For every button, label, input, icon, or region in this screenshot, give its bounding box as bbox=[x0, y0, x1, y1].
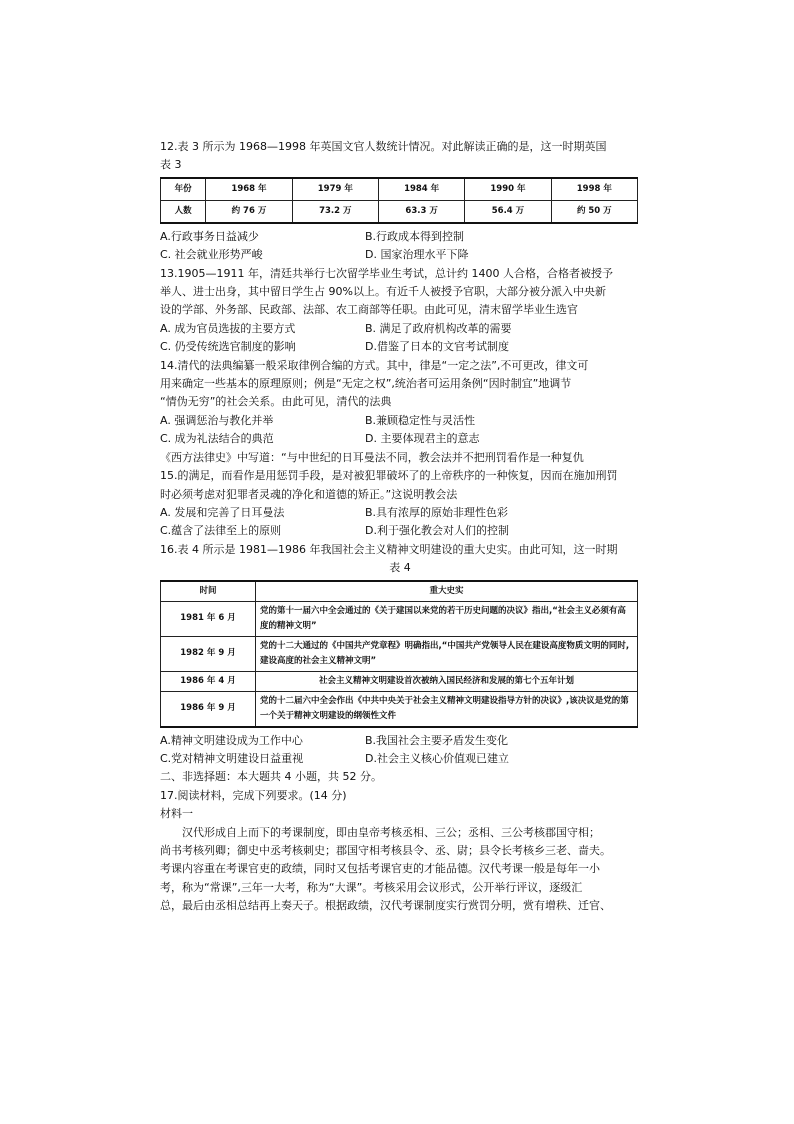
q15-number: 15. bbox=[160, 469, 178, 483]
q14-line: 14.清代的法典编纂一般采取律例合编的方式。其中，律是“一定之法”,不可更改，律文可 bbox=[160, 358, 589, 372]
q12-stem: 12.表 3 所示为 1968—1998 年英国文官人数统计情况。对此解读正确的是，这一时期英国 bbox=[160, 140, 607, 153]
q16-stem: 16.表 4 所示是 1981—1986 年我国社会主义精神文明建设的重大史实。由此可知，这一时期 bbox=[160, 542, 618, 556]
table-row bbox=[161, 671, 638, 691]
table-cell: 73.2 万 bbox=[292, 200, 378, 223]
q12-options-row-2 bbox=[160, 246, 640, 264]
q13-line: 13.1905—1911 年，清廷共举行七次留学毕业生考试，总计约 1400 人合格，合格者被授予 bbox=[160, 266, 613, 280]
table-cell: 1990 年 bbox=[465, 178, 551, 201]
table-cell: 1984 年 bbox=[378, 178, 464, 201]
table-cell: 1968 年 bbox=[206, 178, 292, 201]
q15-option-a[interactable]: A. 发展和完善了日耳曼法 bbox=[160, 505, 285, 519]
q12-options-row-1 bbox=[160, 228, 640, 246]
table-cell: 人数 bbox=[161, 200, 206, 223]
q15-option-d[interactable]: D.利于强化教会对人们的控制 bbox=[365, 524, 509, 538]
table-cell: 社会主义精神文明建设首次被纳入国民经济和发展的第七个五年计划 bbox=[256, 671, 638, 691]
q17-line: 考课内容重在考课官吏的政绩，同时又包括考课官吏的才能品德。汉代考课一般是每年一小 bbox=[160, 862, 600, 876]
q17-line: 考，称为“常课”,三年一大考，称为“大课”。考核采用会议形式，公开举行评议，逐级汇 bbox=[160, 880, 583, 894]
table-row bbox=[161, 601, 638, 636]
table-cell: 时间 bbox=[161, 581, 256, 602]
q15-options-row-1 bbox=[160, 504, 640, 522]
q13-option-d[interactable]: D.借鉴了日本的文官考试制度 bbox=[365, 340, 509, 354]
table-cell: 党的十二届六中全会作出《中共中央关于社会主义精神文明建设指导方针的决议》,该决议是党的第一个关于精神文明建设的纲领性文件 bbox=[256, 691, 638, 727]
q14-options-row-1 bbox=[160, 412, 640, 430]
q12-option-c[interactable]: C. 社会就业形势严峻 bbox=[160, 248, 263, 262]
q16-options-row-2 bbox=[160, 750, 640, 768]
q17-line: 尚书考核列卿；御史中丞考核刺史；郡国守相考核县令、丞、尉；县令长考核乡三老、啬夫。 bbox=[160, 843, 611, 857]
q13-line: 设的学部、外务部、民政部、法部、农工商部等任职。由此可见，清末留学毕业生选官 bbox=[160, 303, 578, 317]
q15-line: 15.的满足，而看作是用惩罚手段，是对被犯罪破坏了的上帝秩序的一种恢复，因而在施加刑罚 bbox=[160, 469, 618, 483]
q16-table-label: 表 4 bbox=[389, 561, 411, 575]
table-row bbox=[161, 691, 638, 727]
q14-option-b[interactable]: B.兼顾稳定性与灵活性 bbox=[365, 413, 476, 427]
q13-option-b[interactable]: B. 满足了政府机构改革的需要 bbox=[365, 321, 512, 335]
table-3 bbox=[160, 177, 638, 224]
table-cell: 重大史实 bbox=[256, 581, 638, 602]
q16-option-d[interactable]: D.社会主义核心价值观已建立 bbox=[365, 751, 509, 765]
q17-line: 汉代形成自上而下的考课制度，即由皇帝考核丞相、三公；丞相、三公考核郡国守相； bbox=[182, 825, 600, 839]
table-cell: 1979 年 bbox=[292, 178, 378, 201]
table-row bbox=[161, 200, 638, 223]
table-cell: 1998 年 bbox=[551, 178, 637, 201]
q14-line: “情伪无穷”的社会关系。由此可见，清代的法典 bbox=[160, 395, 392, 409]
q16-option-a[interactable]: A.精神文明建设成为工作中心 bbox=[160, 733, 303, 747]
q12-option-d[interactable]: D. 国家治理水平下降 bbox=[365, 248, 469, 262]
table-4 bbox=[160, 580, 638, 728]
q14-option-a[interactable]: A. 强调惩治与教化并举 bbox=[160, 413, 274, 427]
q13-options-row-1 bbox=[160, 320, 640, 338]
q14-option-c[interactable]: C. 成为礼法结合的典范 bbox=[160, 432, 274, 446]
q13-options-row-2 bbox=[160, 338, 640, 356]
table-cell: 约 76 万 bbox=[206, 200, 292, 223]
table-row bbox=[161, 581, 638, 602]
table-cell: 63.3 万 bbox=[378, 200, 464, 223]
table-cell: 约 50 万 bbox=[551, 200, 637, 223]
q15-option-b[interactable]: B.具有浓厚的原始非理性色彩 bbox=[365, 505, 509, 519]
section-heading: 二、非选择题：本大题共 4 小题，共 52 分。 bbox=[160, 770, 382, 784]
q16-options-row-1 bbox=[160, 732, 640, 750]
q14-option-d[interactable]: D. 主要体现君主的意志 bbox=[365, 432, 480, 446]
q15-options-row-2 bbox=[160, 522, 640, 540]
table-cell: 年份 bbox=[161, 178, 206, 201]
q13-option-c[interactable]: C. 仍受传统选官制度的影响 bbox=[160, 340, 296, 354]
q13-line: 举人、进士出身，其中留日学生占 90%以上。有近千人被授予官职，大部分被分派入中央新 bbox=[160, 285, 606, 299]
table-cell: 56.4 万 bbox=[465, 200, 551, 223]
q16-option-b[interactable]: B.我国社会主要矛盾发生变化 bbox=[365, 733, 509, 747]
exam-page bbox=[160, 138, 640, 916]
q17-stem: 17.阅读材料，完成下列要求。(14 分) bbox=[160, 788, 347, 802]
table-cell: 1986 年 4 月 bbox=[161, 671, 256, 691]
q12-table-label: 表 3 bbox=[160, 158, 182, 172]
q14-options-row-2 bbox=[160, 430, 640, 448]
table-row bbox=[161, 636, 638, 671]
table-cell: 1981 年 6 月 bbox=[161, 601, 256, 636]
q15-option-c[interactable]: C.蕴含了法律至上的原则 bbox=[160, 524, 282, 538]
q12-option-b[interactable]: B.行政成本得到控制 bbox=[365, 229, 465, 243]
q15-line: 《西方法律史》中写道：“与中世纪的日耳曼法不同，教会法并不把刑罚看作是一种复仇 bbox=[160, 450, 584, 464]
q12-option-a[interactable]: A.行政事务日益减少 bbox=[160, 229, 259, 243]
q15-line: 时必须考虑对犯罪者灵魂的净化和道德的矫正。”这说明教会法 bbox=[160, 487, 458, 501]
q16-option-c[interactable]: C.党对精神文明建设日益重视 bbox=[160, 751, 304, 765]
material-label: 材料一 bbox=[160, 807, 193, 821]
table-cell: 党的第十一届六中全会通过的《关于建国以来党的若干历史问题的决议》指出,“社会主义必须有高度的精神文明” bbox=[256, 601, 638, 636]
q13-option-a[interactable]: A. 成为官员选拔的主要方式 bbox=[160, 321, 296, 335]
table-cell: 1982 年 9 月 bbox=[161, 636, 256, 671]
q14-line: 用来确定一些基本的原理原则；例是“无定之权”,统治者可运用条例“因时制宜”地调节 bbox=[160, 377, 572, 391]
table-cell: 党的十二大通过的《中国共产党章程》明确指出,“中国共产党领导人民在建设高度物质文明的同时,建设高度的社会主义精神文明” bbox=[256, 636, 638, 671]
table-row bbox=[161, 178, 638, 201]
table-cell: 1986 年 9 月 bbox=[161, 691, 256, 727]
q17-line: 总，最后由丞相总结再上奏天子。根据政绩，汉代考课制度实行赏罚分明，赏有增秩、迁官、 bbox=[160, 899, 611, 913]
